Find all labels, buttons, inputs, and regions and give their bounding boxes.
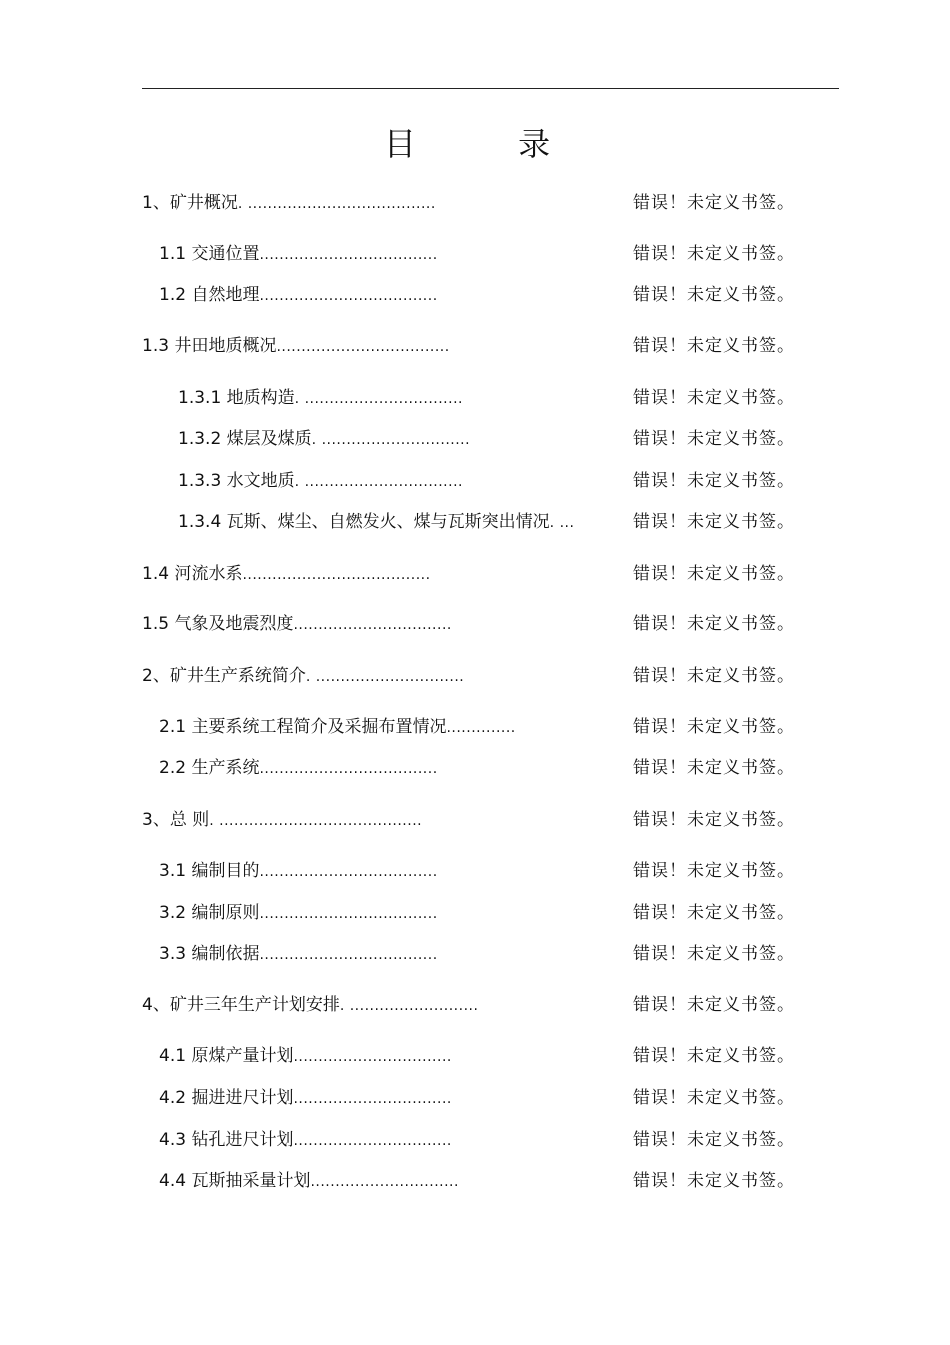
toc-entry-page-ref: 错误！未定义书签。: [633, 285, 795, 305]
toc-entry[interactable]: [159, 941, 438, 967]
toc-entry[interactable]: [178, 509, 574, 535]
toc-entry-label: 4.3 钻孔进尺计划: [159, 1130, 294, 1150]
toc-entry-leader: ......................................: [242, 567, 431, 583]
toc-entry-page-ref: 错误！未定义书签。: [633, 471, 795, 491]
toc-entry-label: 2.1 主要系统工程简介及采掘布置情况: [159, 717, 447, 737]
toc-entry-leader: ...................................: [276, 339, 450, 355]
toc-entry-leader: . ...: [549, 515, 575, 531]
toc-entry-page-ref: 错误！未定义书签。: [633, 1171, 795, 1191]
toc-entry-page-ref: 错误！未定义书签。: [633, 1088, 795, 1108]
toc-entry-page-ref: 错误！未定义书签。: [633, 1130, 795, 1150]
toc-entry-page-ref: 错误！未定义书签。: [633, 758, 795, 778]
toc-entry[interactable]: [142, 663, 464, 689]
toc-entry-label: 4、矿井三年生产计划安排: [142, 995, 340, 1015]
toc-entry-label: 3.1 编制目的: [159, 861, 260, 881]
toc-entry-page-ref: 错误！未定义书签。: [633, 903, 795, 923]
toc-entry-leader: ..............................: [310, 1174, 459, 1190]
toc-entry[interactable]: [142, 611, 452, 637]
toc-entry-page-ref: 错误！未定义书签。: [633, 388, 795, 408]
toc-entry-label: 3、总 则: [142, 810, 210, 830]
toc-entry[interactable]: [178, 468, 463, 494]
toc-entry-leader: ....................................: [259, 947, 438, 963]
toc-entry-leader: ....................................: [259, 906, 438, 922]
toc-entry-page-ref: 错误！未定义书签。: [633, 1046, 795, 1066]
toc-entry-label: 4.1 原煤产量计划: [159, 1046, 294, 1066]
toc-entry[interactable]: [142, 333, 450, 359]
toc-entry-label: 1.3.2 煤层及煤质: [178, 429, 312, 449]
toc-entry-label: 2.2 生产系统: [159, 758, 260, 778]
toc-entry-leader: . ......................................: [237, 196, 436, 212]
toc-entry-leader: ................................: [293, 617, 452, 633]
toc-entry-leader: . ................................: [294, 391, 463, 407]
toc-entry-label: 3.3 编制依据: [159, 944, 260, 964]
toc-entry-leader: ....................................: [259, 288, 438, 304]
toc-entry-label: 4.2 掘进进尺计划: [159, 1088, 294, 1108]
toc-entry-label: 1.3.3 水文地质: [178, 471, 295, 491]
toc-entry[interactable]: [159, 900, 438, 926]
toc-entry[interactable]: [159, 282, 438, 308]
toc-entry[interactable]: [159, 714, 516, 740]
toc-entry-leader: . .........................................: [209, 813, 423, 829]
toc-entry[interactable]: [142, 807, 422, 833]
toc-entry[interactable]: [142, 561, 431, 587]
toc-entry-page-ref: 错误！未定义书签。: [633, 944, 795, 964]
toc-entry-page-ref: 错误！未定义书签。: [633, 429, 795, 449]
toc-entry-page-ref: 错误！未定义书签。: [633, 810, 795, 830]
toc-entry[interactable]: [178, 385, 463, 411]
toc-entry-leader: . ..............................: [311, 432, 471, 448]
toc-entry-label: 1.1 交通位置: [159, 244, 260, 264]
toc-entry-label: 1.5 气象及地震烈度: [142, 614, 294, 634]
toc-entry-page-ref: 错误！未定义书签。: [633, 717, 795, 737]
toc-entry-label: 3.2 编制原则: [159, 903, 260, 923]
toc-entry-leader: . ..............................: [305, 669, 465, 685]
toc-entry-page-ref: 错误！未定义书签。: [633, 666, 795, 686]
toc-entry-label: 1、矿井概况: [142, 193, 238, 213]
toc-entry-label: 1.3.4 瓦斯、煤尘、自燃发火、煤与瓦斯突出情况: [178, 512, 550, 532]
toc-entry[interactable]: [159, 755, 438, 781]
toc-entry-leader: ....................................: [259, 761, 438, 777]
toc-entry[interactable]: [159, 1168, 459, 1194]
toc-entry-leader: ..............: [446, 720, 516, 736]
toc-entry[interactable]: [159, 858, 438, 884]
toc-entry-label: 2、矿井生产系统简介: [142, 666, 306, 686]
toc-entry[interactable]: [142, 190, 436, 216]
toc-entry-leader: ....................................: [259, 247, 438, 263]
toc-entry-page-ref: 错误！未定义书签。: [633, 512, 795, 532]
toc-entry-page-ref: 错误！未定义书签。: [633, 861, 795, 881]
toc-entry[interactable]: [178, 426, 470, 452]
toc-entry-page-ref: 错误！未定义书签。: [633, 614, 795, 634]
toc-entry-label: 1.4 河流水系: [142, 564, 243, 584]
toc-entry-label: 1.2 自然地理: [159, 285, 260, 305]
toc-entry-page-ref: 错误！未定义书签。: [633, 564, 795, 584]
toc-entry-leader: ................................: [293, 1133, 452, 1149]
toc-entry-leader: ................................: [293, 1049, 452, 1065]
toc-entry-page-ref: 错误！未定义书签。: [633, 995, 795, 1015]
toc-entry-leader: . ................................: [294, 474, 463, 490]
toc-entry[interactable]: [159, 1043, 452, 1069]
toc-entry-label: 4.4 瓦斯抽采量计划: [159, 1171, 311, 1191]
toc-entry[interactable]: [159, 1127, 452, 1153]
toc-entry[interactable]: [142, 992, 478, 1018]
toc-entry-leader: ....................................: [259, 864, 438, 880]
toc-entry-label: 1.3 井田地质概况: [142, 336, 277, 356]
toc-title: 目 录: [383, 125, 597, 163]
toc-entry[interactable]: [159, 1085, 452, 1111]
toc-entry[interactable]: [159, 241, 438, 267]
toc-entry-label: 1.3.1 地质构造: [178, 388, 295, 408]
toc-entry-page-ref: 错误！未定义书签。: [633, 244, 795, 264]
toc-entry-leader: . ..........................: [339, 998, 479, 1014]
toc-entry-page-ref: 错误！未定义书签。: [633, 193, 795, 213]
toc-entry-page-ref: 错误！未定义书签。: [633, 336, 795, 356]
toc-entry-leader: ................................: [293, 1091, 452, 1107]
